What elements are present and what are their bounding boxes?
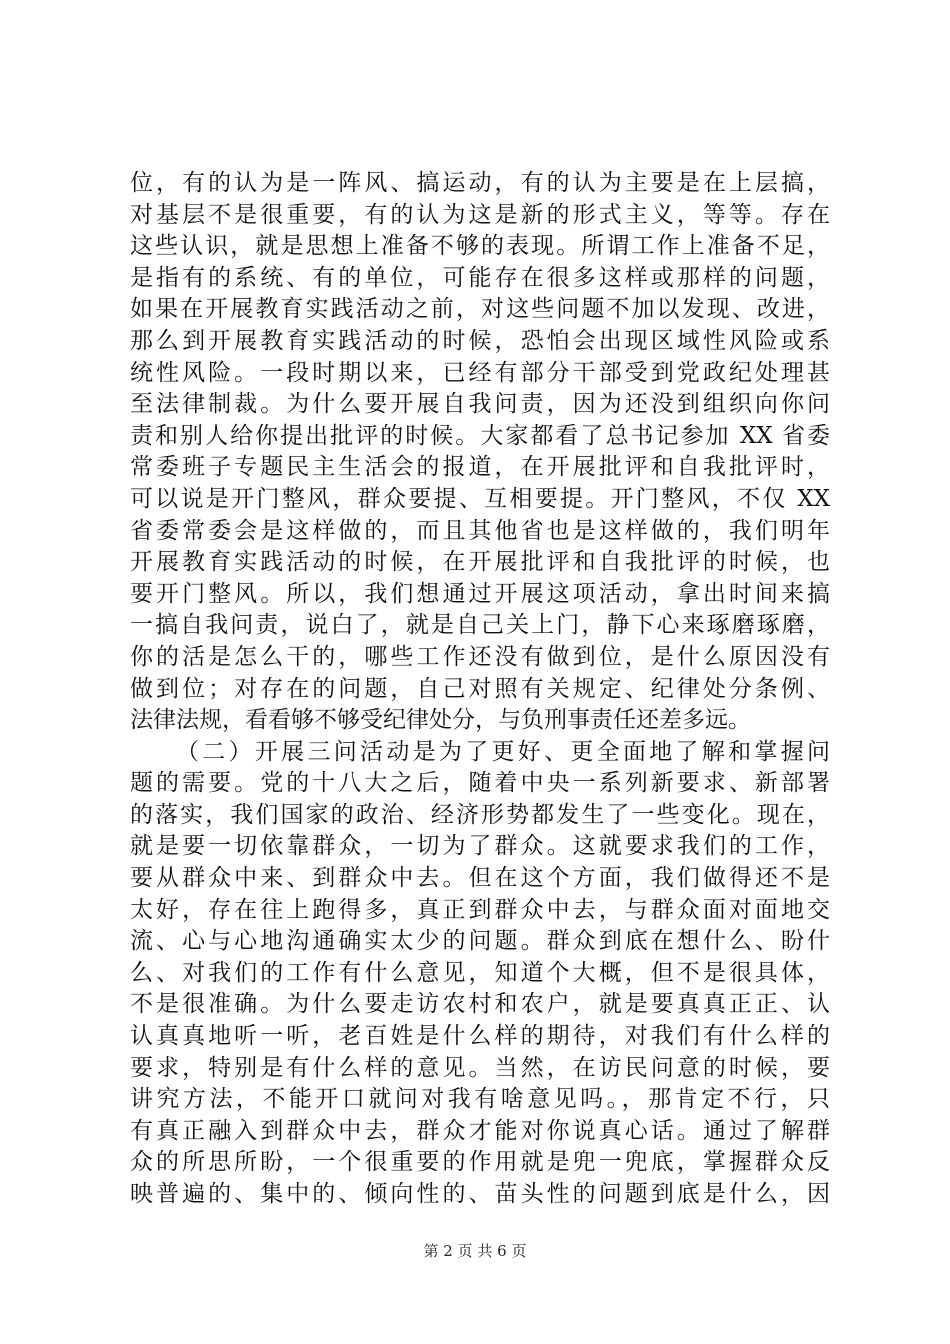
text-line: 映普遍的、集中的、倾向性的、苗头性的问题到底是什么，因 (130, 1181, 830, 1207)
text-line: 讲究方法，不能开口就问对我有啥意见吗。，那肯定不行，只 (130, 1086, 830, 1113)
page-number-footer: 第 2 页 共 6 页 (423, 1242, 527, 1260)
text-line: 是指有的系统、有的单位，可能存在很多这样或那样的问题， (130, 264, 830, 291)
text-line: 不是很准确。为什么要走访农村和农户，就是要真真正正、认 (130, 991, 830, 1018)
text-line: 做到位；对存在的问题，自己对照有关规定、纪律处分条例、 (130, 675, 830, 702)
text-line: 题的需要。党的十八大之后，随着中央一系列新要求、新部署 (130, 770, 830, 797)
text-line: 流、心与心地沟通确实太少的问题。群众到底在想什么、盼什 (130, 928, 830, 955)
text-line: 认真真地听一听，老百姓是什么样的期待，对我们有什么样的 (130, 1023, 830, 1050)
text-line: 对基层不是很重要，有的认为这是新的形式主义，等等。存在 (130, 201, 830, 228)
text-line: 就是要一切依靠群众，一切为了群众。这就要求我们的工作， (130, 833, 830, 860)
text-line: 开展教育实践活动的时候，在开展批评和自我批评的时候，也 (130, 549, 830, 576)
paragraph-end-line: 法律法规，看看够不够受纪律处分，与负刑事责任还差多远。 (130, 707, 751, 734)
text-line: 么、对我们的工作有什么意见，知道个大概，但不是很具体， (130, 959, 830, 986)
text-line: 常委班子专题民主生活会的报道，在开展批评和自我批评时， (130, 454, 830, 481)
text-line: 要求，特别是有什么样的意见。当然，在访民问意的时候，要 (130, 1054, 830, 1081)
text-line: 责和别人给你提出批评的时候。大家都看了总书记参加 XX 省委 (130, 422, 830, 449)
text-line: 一搞自我问责，说白了，就是自己关上门，静下心来琢磨琢磨， (130, 612, 830, 639)
text-line: 统性风险。一段时期以来，已经有部分干部受到党政纪处理甚 (130, 359, 830, 386)
text-line: 如果在开展教育实践活动之前，对这些问题不加以发现、改进， (130, 296, 830, 323)
text-line: 省委常委会是这样做的，而且其他省也是这样做的，我们明年 (130, 517, 830, 544)
text-line: 要开门整风。所以，我们想通过开展这项活动，拿出时间来搞 (130, 580, 830, 607)
text-line: 有真正融入到群众中去，群众才能对你说真心话。通过了解群 (130, 1117, 830, 1144)
text-line: 这些认识，就是思想上准备不够的表现。所谓工作上准备不足， (130, 233, 830, 260)
body-text (130, 168, 830, 1211)
text-line: 那么到开展教育实践活动的时候，恐怕会出现区域性风险或系 (130, 327, 830, 354)
text-line: 位，有的认为是一阵风、搞运动，有的认为主要是在上层搞， (130, 170, 830, 196)
text-line: 可以说是开门整风，群众要提、互相要提。开门整风，不仅 XX (130, 485, 830, 512)
text-line: 你的活是怎么干的，哪些工作还没有做到位，是什么原因没有 (130, 643, 830, 670)
text-line: 太好，存在往上跑得多，真正到群众中去，与群众面对面地交 (130, 896, 830, 923)
text-line: 至法律制裁。为什么要开展自我问责，因为还没到组织向你问 (130, 391, 830, 418)
text-line: 要从群众中来、到群众中去。但在这个方面，我们做得还不是 (130, 865, 830, 892)
text-line: 众的所思所盼，一个很重要的作用就是兜一兜底，掌握群众反 (130, 1149, 830, 1176)
text-line: 的落实，我们国家的政治、经济形势都发生了一些变化。现在， (130, 801, 830, 828)
paragraph-start-line: （二）开展三问活动是为了更好、更全面地了解和掌握问 (176, 738, 830, 765)
